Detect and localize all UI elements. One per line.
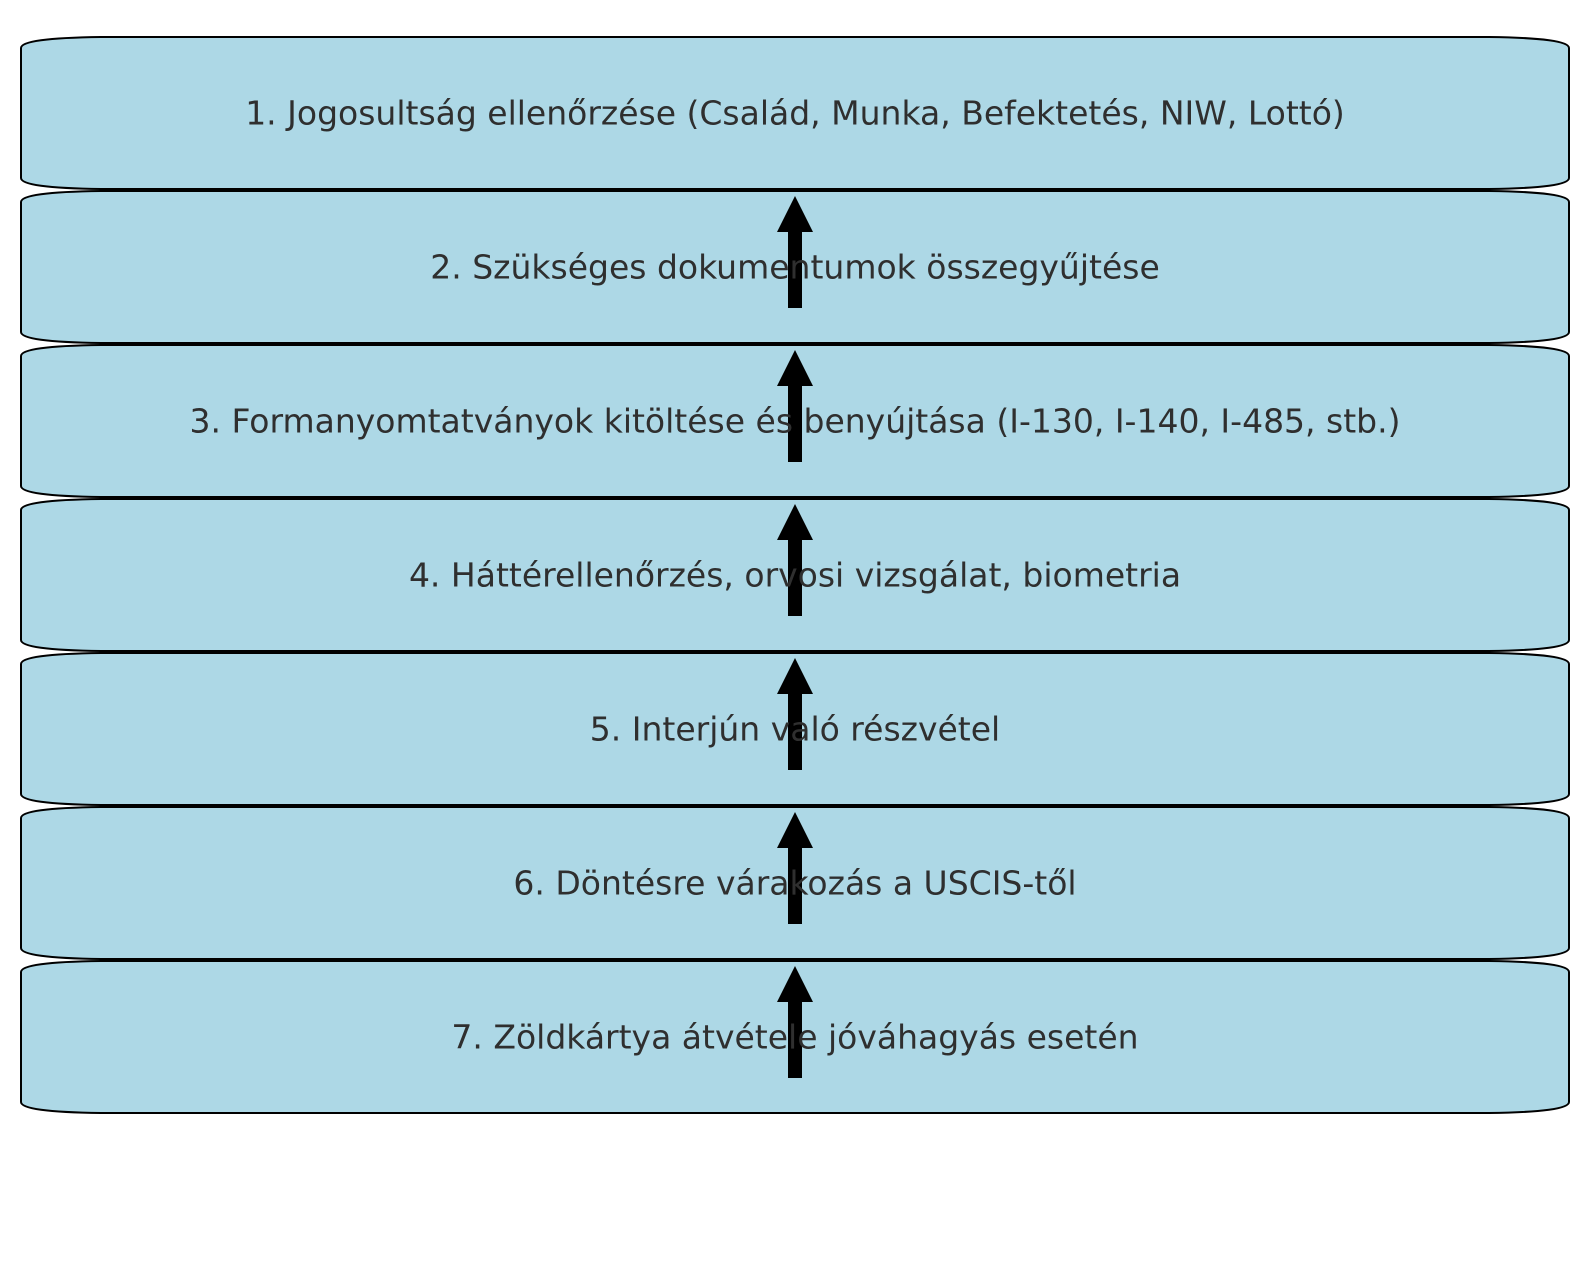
step-label-2: 2. Szükséges dokumentumok összegyűjtése	[430, 247, 1160, 287]
step-label-4: 4. Háttérellenőrzés, orvosi vizsgálat, biometria	[408, 555, 1182, 595]
step-label-7: 7. Zöldkártya átvétele jóváhagyás esetén	[451, 1017, 1139, 1057]
step-label-1: 1. Jogosultság ellenőrzése (Család, Munka, Befektetés, NIW, Lottó)	[245, 93, 1345, 133]
step-label-6: 6. Döntésre várakozás a USCIS-től	[513, 863, 1077, 903]
step-label-5: 5. Interjún való részvétel	[589, 709, 1001, 749]
step-label-3: 3. Formanyomtatványok kitöltése és benyújtása (I-130, I-140, I-485, stb.)	[189, 401, 1401, 441]
